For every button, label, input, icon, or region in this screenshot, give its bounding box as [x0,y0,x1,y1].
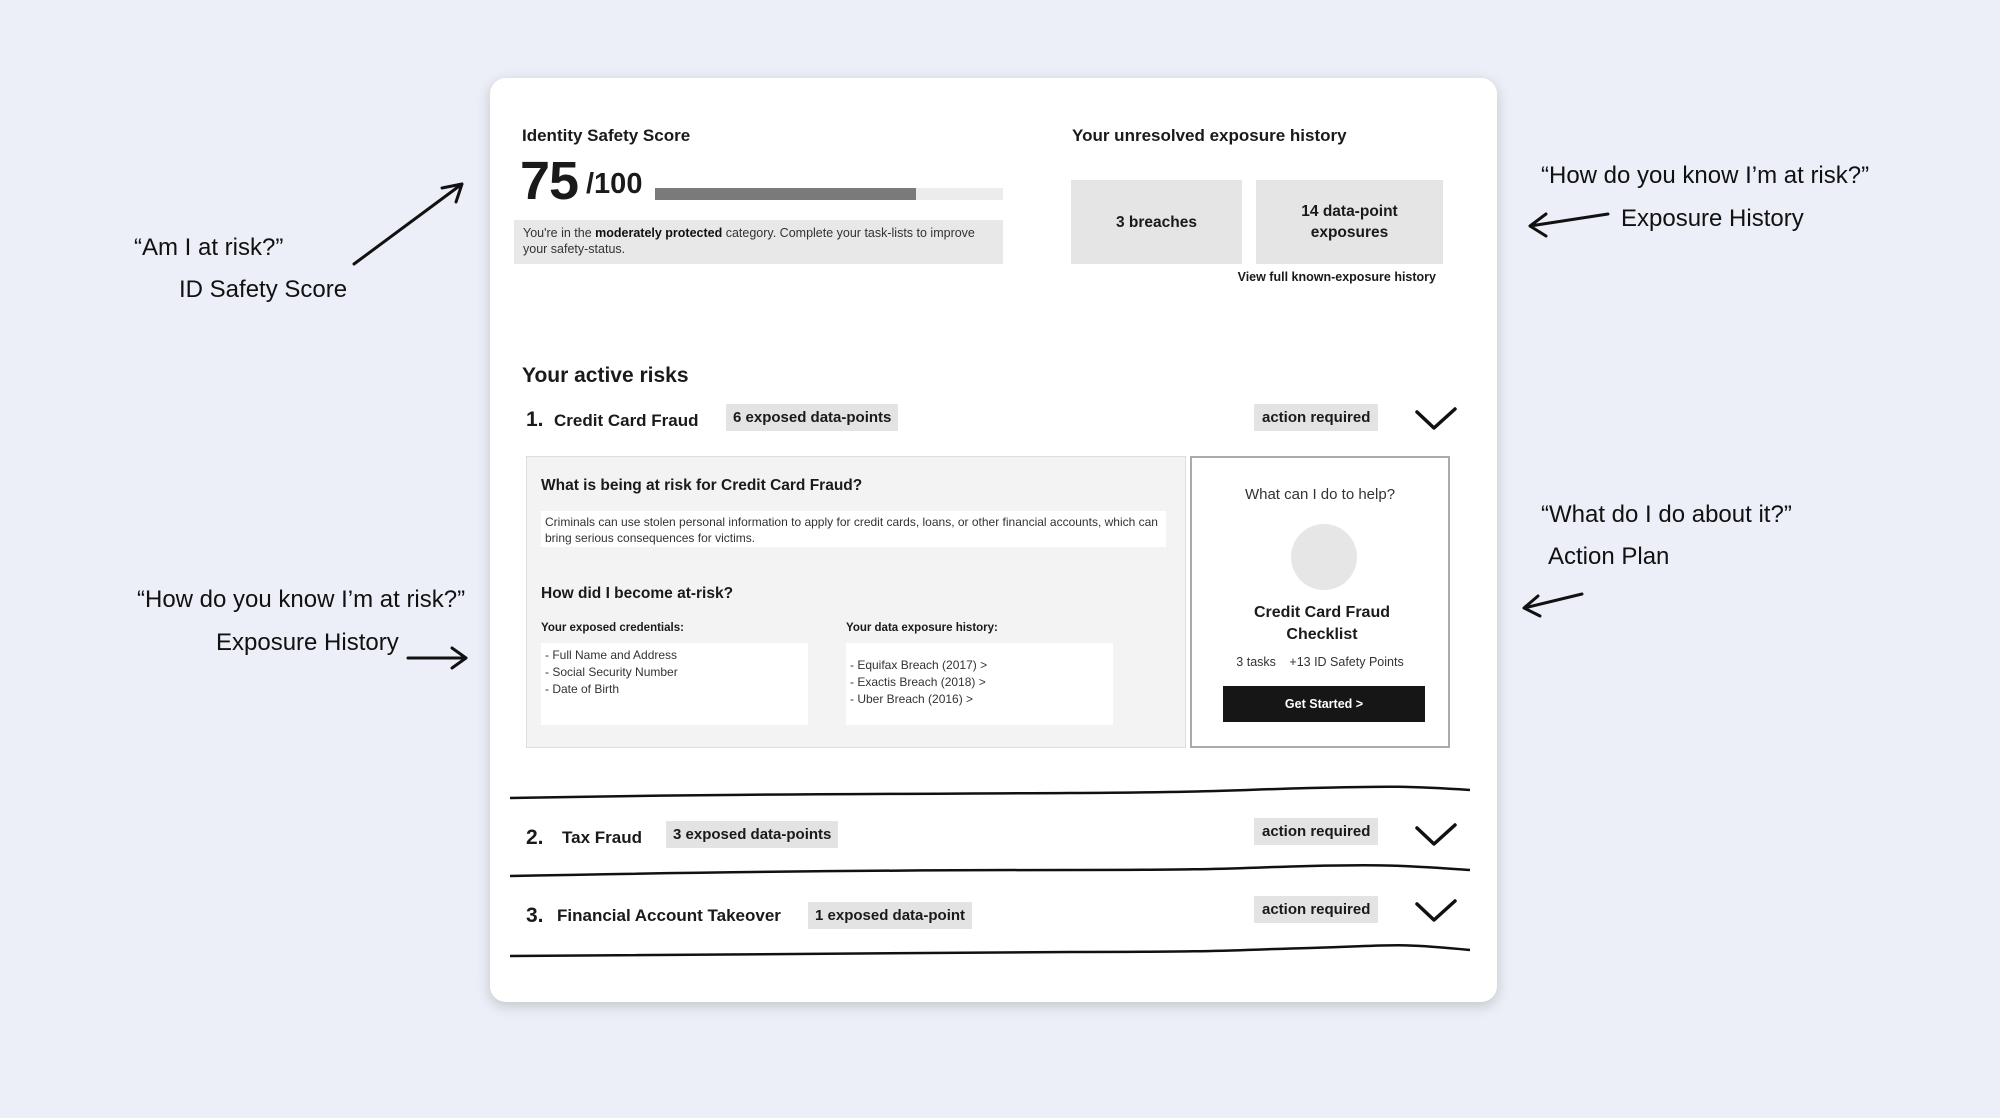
data-point-exposures-count: 14 data-point exposures [1301,203,1398,241]
risk-row-credit-card-fraud[interactable] [490,400,1497,440]
risk-name: Financial Account Takeover [557,906,781,925]
action-plan-card [1190,456,1450,748]
risk-number: 3. [526,904,544,927]
chevron-down-icon[interactable] [1414,898,1458,924]
active-risks-title: Your active risks [522,364,689,387]
checklist-title: Credit Card Fraud Checklist [1253,604,1390,643]
score-progress-fill [655,188,916,200]
risk-question-heading: What is being at risk for Credit Card Fraud? [541,477,863,494]
risk-exposed-badge: 1 exposed data-point [808,902,972,929]
breach-link-exactis[interactable]: - Exactis Breach (2018) > [850,675,986,689]
risk-detail-panel [526,456,1450,748]
exposure-title: Your unresolved exposure history [1072,126,1347,145]
arrow-to-action-icon [1518,588,1588,620]
risk-status-badge: action required [1254,404,1378,431]
score-note-category: moderately protected [595,226,723,240]
risk-exposed-badge: 3 exposed data-points [666,821,838,848]
score-value: 75 [520,151,579,211]
list-item: - Full Name and Address [545,648,678,662]
data-point-exposures-card[interactable] [1256,180,1443,264]
arrow-to-exposure-icon [1524,208,1614,238]
annotation-action-question: “What do I do about it?” [1541,501,1792,528]
list-item: - Social Security Number [545,665,678,679]
arrow-to-score-icon [350,180,470,270]
risk-status-badge: action required [1254,818,1378,845]
checklist-meta [1192,655,1448,669]
risk-number: 2. [526,826,544,849]
help-question: What can I do to help? [1244,486,1396,503]
view-exposure-history-link[interactable]: View full known-exposure history [1237,270,1436,284]
risk-exposed-badge: 6 exposed data-points [726,404,898,431]
chevron-down-icon[interactable] [1414,822,1458,848]
annotation-exposure-question-right: “How do you know I’m at risk?” [1541,162,1870,189]
score-max: /100 [586,168,643,200]
dashboard-card [490,78,1497,1002]
breach-link-equifax[interactable]: - Equifax Breach (2017) > [850,658,988,672]
exposure-history-label: Your data exposure history: [846,622,998,634]
risk-name: Tax Fraud [562,828,642,847]
divider [510,784,1470,800]
risk-name: Credit Card Fraud [554,411,699,430]
list-item: - Date of Birth [545,682,620,696]
checklist-image-placeholder [1291,524,1357,590]
chevron-up-icon[interactable] [1414,406,1458,432]
risk-description: Criminals can use stolen personal information to apply for credit cards, loans, or other financial accounts, which can bring serious consequences for victims. [541,511,1166,547]
risk-row-tax-fraud[interactable] [490,812,1497,852]
breach-link-uber[interactable]: - Uber Breach (2016) > [850,692,974,706]
annotation-exposure-question-left: “How do you know I’m at risk?” [137,586,466,613]
exposure-history-list [846,643,1113,725]
score-note [514,220,1003,264]
annotation-exposure-label-left: Exposure History [216,629,399,656]
annotation-score-question: “Am I at risk?” [134,234,284,261]
risk-status-badge: action required [1254,896,1378,923]
breaches-count: 3 breaches [1116,213,1197,231]
annotation-action-label: Action Plan [1548,543,1670,570]
divider [510,862,1470,878]
risk-explanation [526,456,1186,748]
annotation-score-label: ID Safety Score [179,276,348,303]
score-note-suffix: category. Complete your task-lists to improve your safety-status. [523,226,975,256]
checklist-points: +13 ID Safety Points [1289,655,1404,669]
score-label: Identity Safety Score [522,126,691,145]
risk-row-financial-account-takeover[interactable] [490,890,1497,930]
annotation-exposure-label-right: Exposure History [1621,205,1804,232]
credentials-label: Your exposed credentials: [541,622,684,634]
checklist-task-count: 3 tasks [1236,655,1276,669]
at-risk-reason-heading: How did I become at-risk? [541,585,734,602]
score-note-prefix: You're in the [523,226,596,240]
divider [510,942,1470,958]
breaches-card[interactable] [1071,180,1242,264]
arrow-to-history-icon [404,644,474,672]
get-started-button[interactable]: Get Started > [1223,686,1425,722]
exposed-credentials-list [541,643,808,725]
score-progress-bar [655,188,1003,200]
risk-number: 1. [526,408,544,431]
